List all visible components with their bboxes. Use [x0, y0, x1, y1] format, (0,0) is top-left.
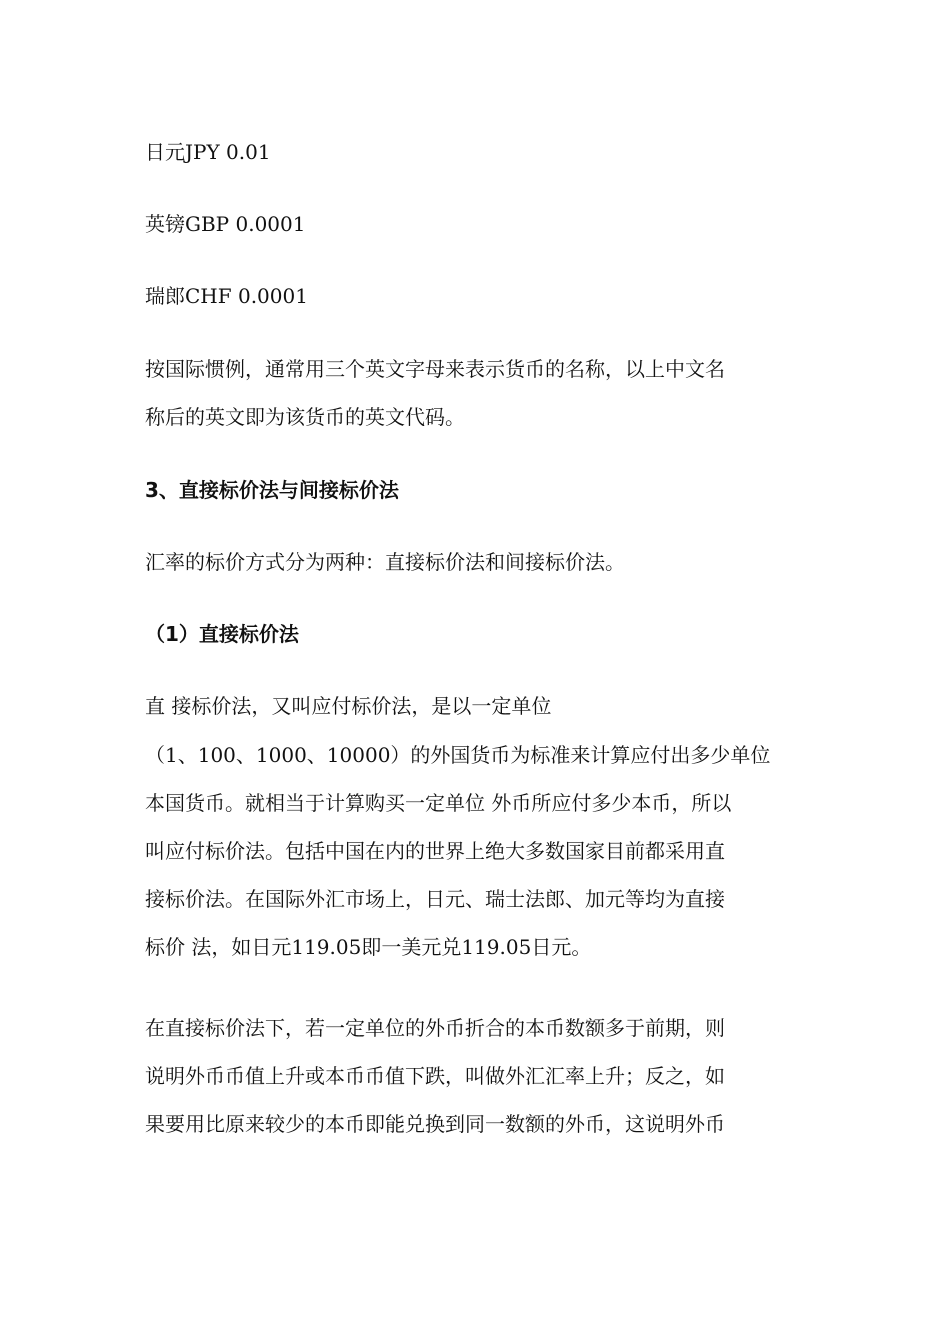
currency-line-chf: 瑞郎CHF 0.0001: [145, 284, 308, 308]
currency-line-gbp: 英镑GBP 0.0001: [145, 212, 306, 236]
rate-paragraph-line: 在直接标价法下，若一定单位的外币折合的本币数额多于前期，则: [145, 1016, 725, 1040]
direct-paragraph-line: 叫应付标价法。包括中国在内的世界上绝大多数国家目前都采用直: [145, 839, 725, 863]
currency-line-jpy: 日元JPY 0.01: [145, 140, 271, 164]
direct-paragraph-line: 直 接标价法，又叫应付标价法，是以一定单位: [145, 694, 552, 718]
intro-paragraph-line: 称后的英文即为该货币的英文代码。: [145, 405, 465, 429]
rate-paragraph-line: 说明外币币值上升或本币币值下跌，叫做外汇汇率上升；反之，如: [145, 1064, 725, 1088]
section-heading: 3、直接标价法与间接标价法: [145, 478, 399, 502]
rate-paragraph-line: 果要用比原来较少的本币即能兑换到同一数额的外币，这说明外币: [145, 1112, 725, 1136]
section-intro: 汇率的标价方式分为两种：直接标价法和间接标价法。: [145, 550, 625, 574]
direct-paragraph-line: （1、100、1000、10000）的外国货币为标准来计算应付出多少单位: [145, 743, 771, 767]
direct-paragraph-line: 本国货币。就相当于计算购买一定单位 外币所应付多少本币，所以: [145, 791, 732, 815]
intro-paragraph-line: 按国际惯例，通常用三个英文字母来表示货币的名称，以上中文名: [145, 357, 725, 381]
direct-paragraph-line: 标价 法，如日元119.05即一美元兑119.05日元。: [145, 935, 592, 959]
subsection-heading: （1）直接标价法: [145, 622, 299, 646]
direct-paragraph-line: 接标价法。在国际外汇市场上，日元、瑞士法郎、加元等均为直接: [145, 887, 725, 911]
